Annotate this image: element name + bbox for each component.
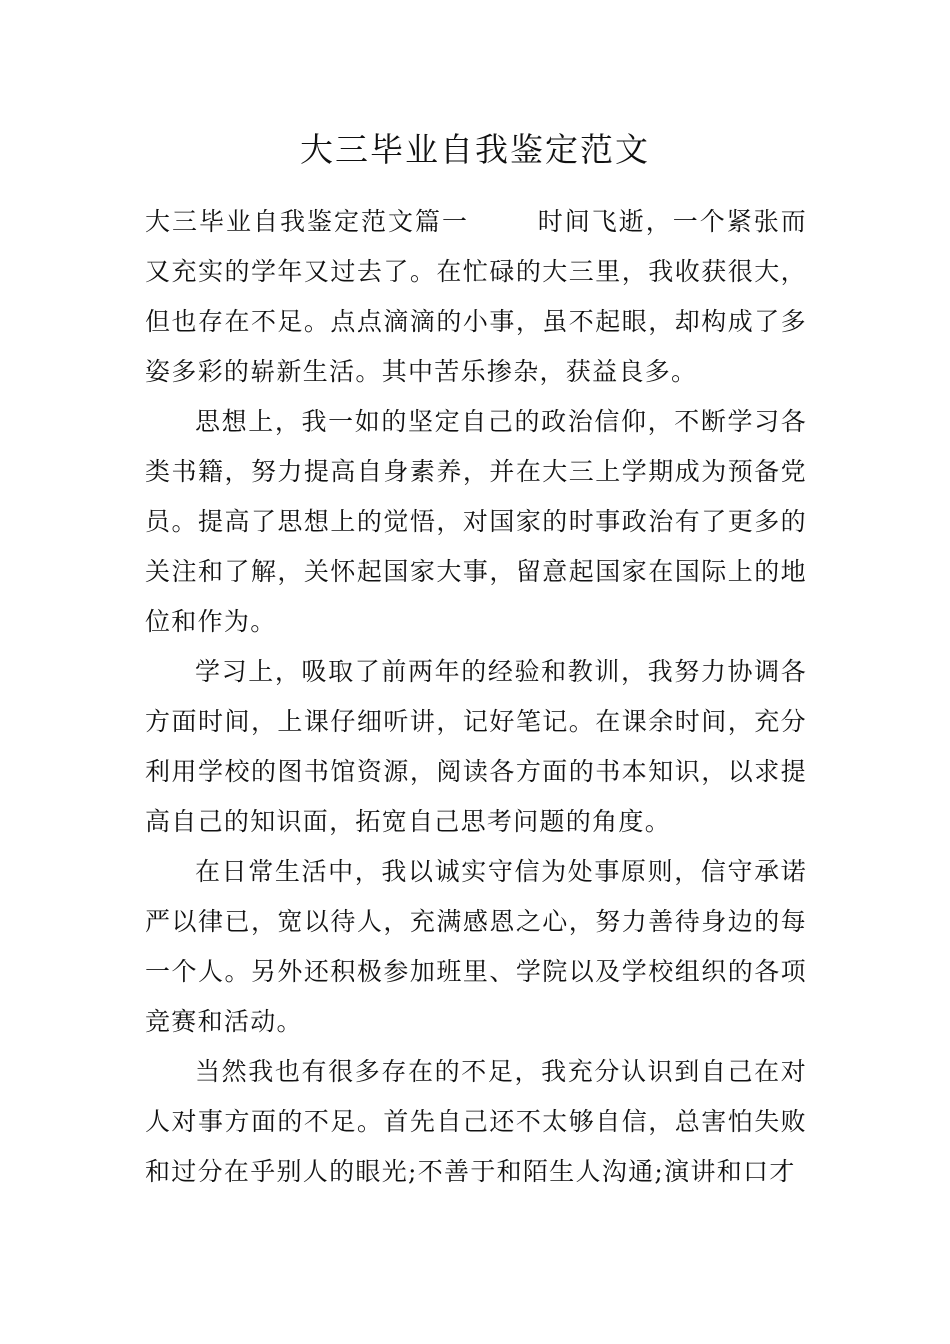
paragraph-daily-life: 在日常生活中，我以诚实守信为处事原则，信守承诺严以律已，宽以待人，充满感恩之心，努力善待身边的每一个人。另外还积极参加班里、学院以及学校组织的各项竞赛和活动。 [145,857,807,1036]
section-heading: 大三毕业自我鉴定范文篇一 [145,207,469,236]
intro-paragraph [145,197,807,397]
document-title: 大三毕业自我鉴定范文 [300,130,650,169]
intro-text: 时间飞逝，一个紧张而又充实的学年又过去了。在忙碌的大三里，我收获很大，但也存在不足。点点滴滴的小事，虽不起眼，却构成了多姿多彩的崭新生活。其中苦乐掺杂，获益良多。 [145,207,807,386]
document-body [145,197,807,1197]
paragraph-shortcomings: 当然我也有很多存在的不足，我充分认识到自己在对人对事方面的不足。首先自己还不太够自信，总害怕失败和过分在乎别人的眼光;不善于和陌生人沟通;演讲和口才 [145,1057,807,1186]
paragraph-thought: 思想上，我一如的坚定自己的政治信仰，不断学习各类书籍，努力提高自身素养，并在大三上学期成为预备党员。提高了思想上的觉悟，对国家的时事政治有了更多的关注和了解，关怀起国家大事，留意起国家在国际上的地位和作为。 [145,407,807,636]
paragraph-study: 学习上，吸取了前两年的经验和教训，我努力协调各方面时间，上课仔细听讲，记好笔记。在课余时间，充分利用学校的图书馆资源，阅读各方面的书本知识，以求提高自己的知识面，拓宽自己思考问题的角度。 [145,657,807,836]
